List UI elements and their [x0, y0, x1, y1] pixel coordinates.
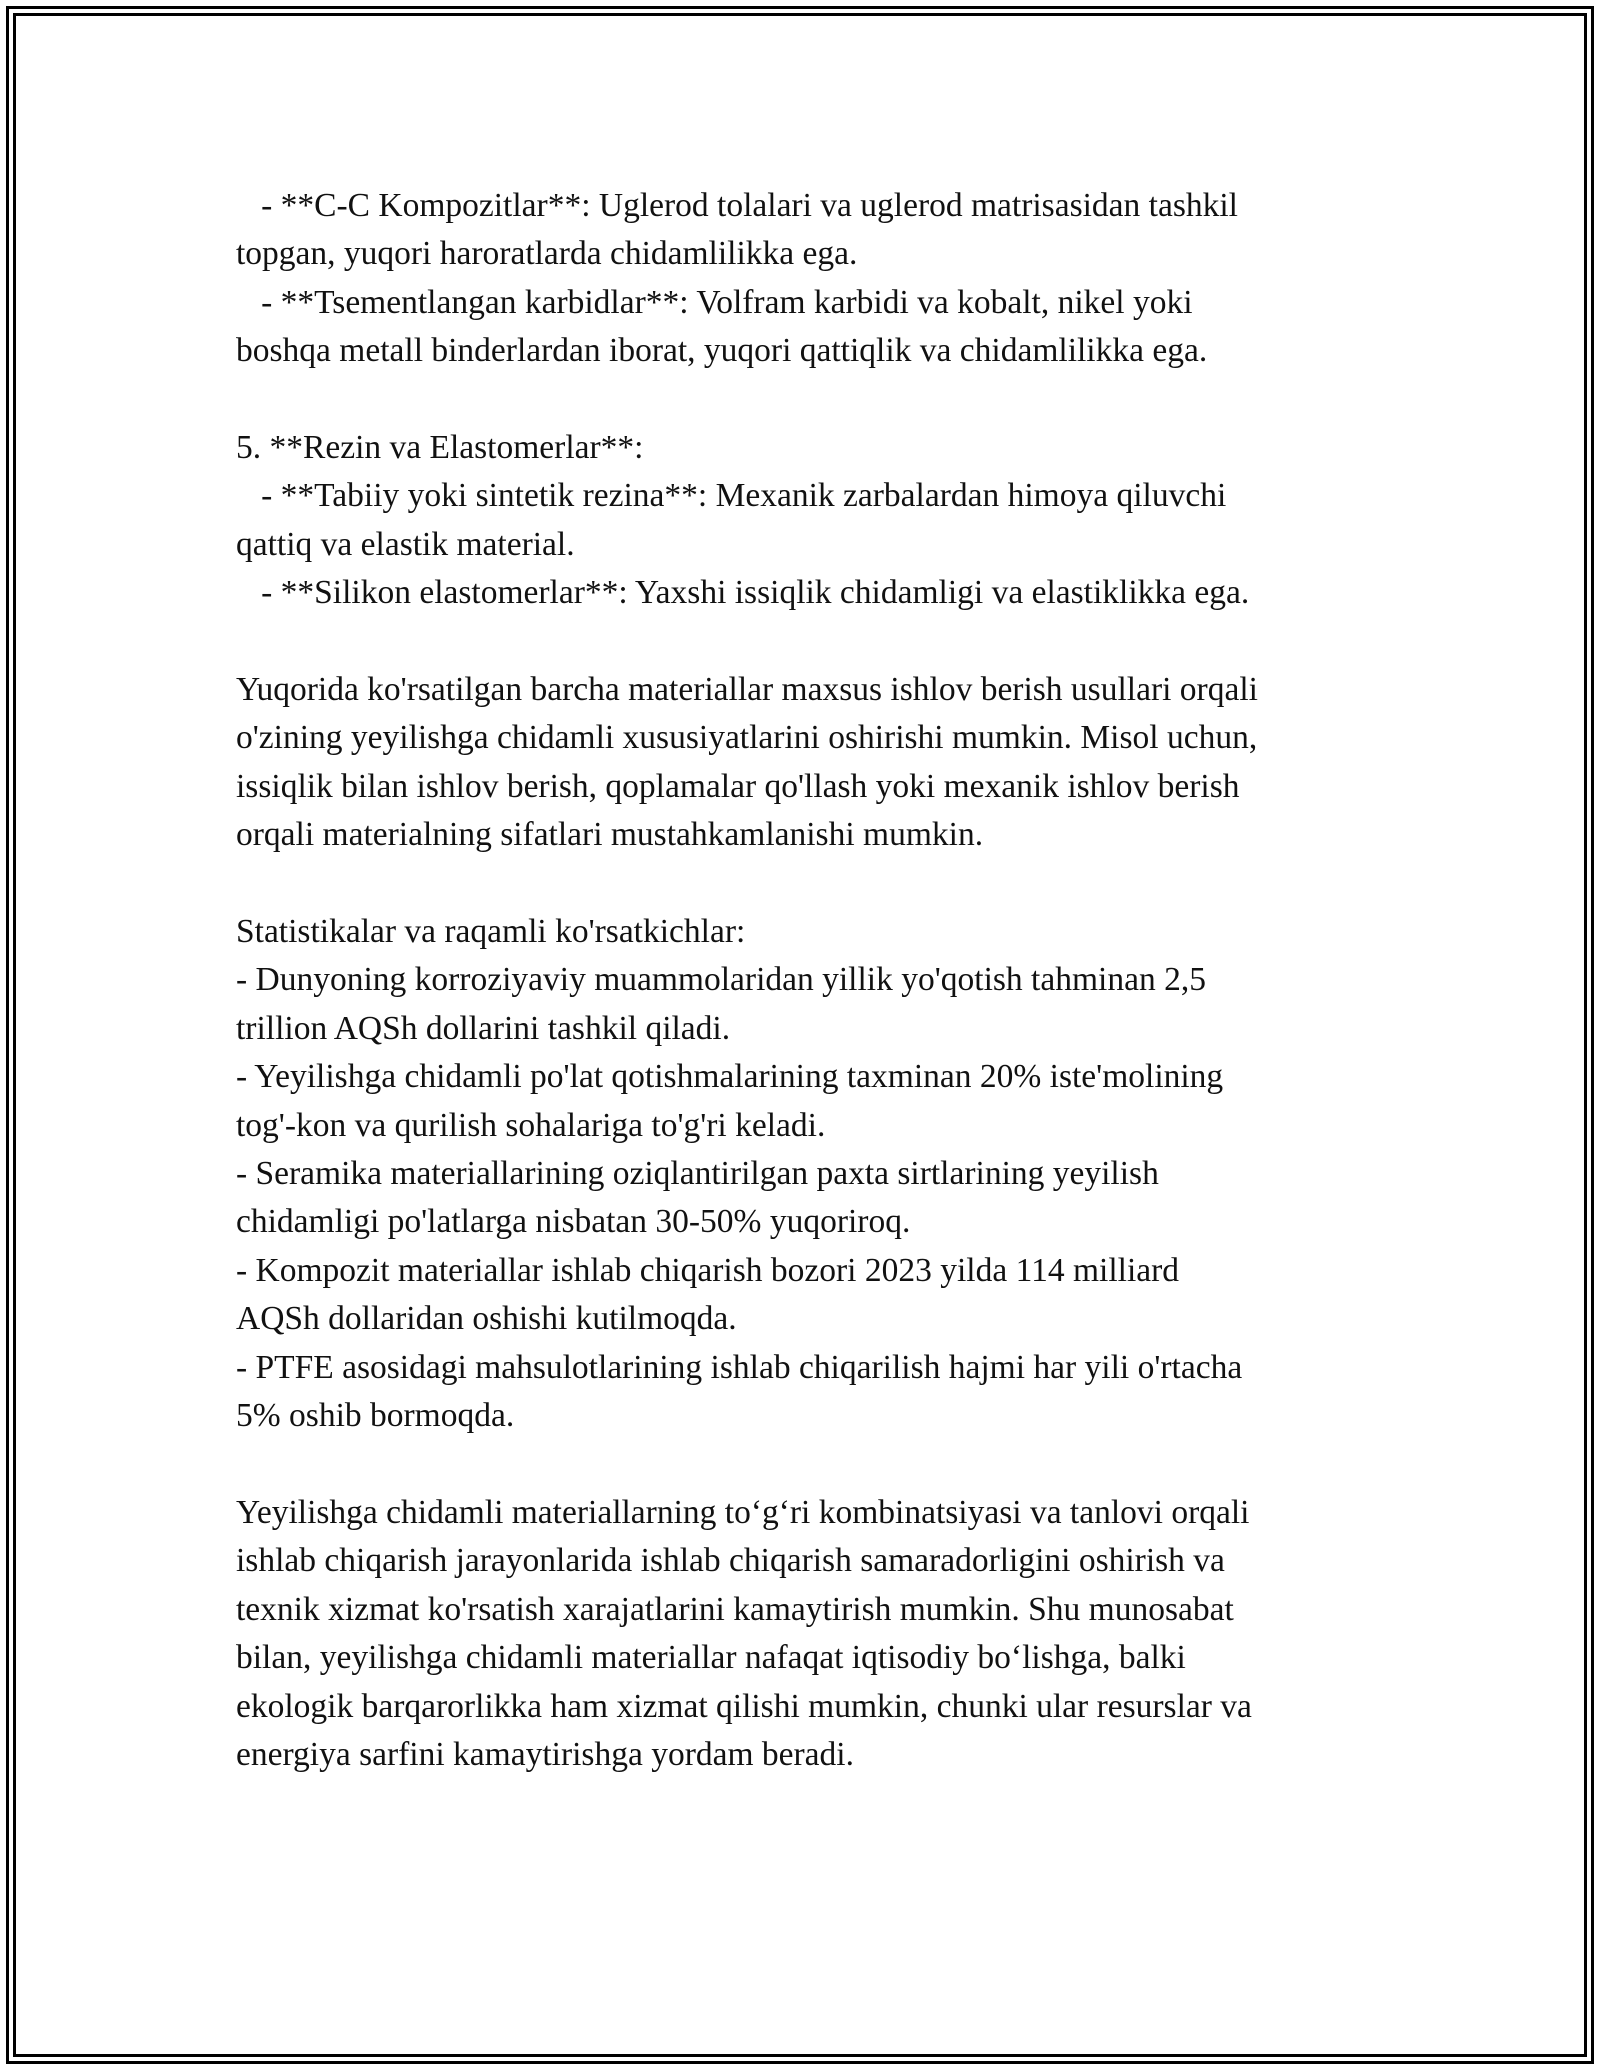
text-line: boshqa metall binderlardan iborat, yuqori qattiqlik va chidamlilikka ega.: [236, 332, 1208, 370]
paragraph-treatment: [236, 666, 1396, 860]
document-body: [236, 182, 1396, 1828]
paragraph-conclusion: [236, 1489, 1396, 1779]
text-line: chidamligi po'latlarga nisbatan 30-50% yuqoriroq.: [236, 1203, 911, 1241]
text-line: ishlab chiqarish jarayonlarida ishlab chiqarish samaradorligini oshirish va: [236, 1542, 1225, 1580]
text-line: tog'-kon va qurilish sohalariga to'g'ri keladi.: [236, 1106, 826, 1144]
text-line: - Kompozit materiallar ishlab chiqarish bozori 2023 yilda 114 milliard: [236, 1251, 1180, 1289]
text-line: topgan, yuqori haroratlarda chidamlilikka ega.: [236, 235, 858, 273]
text-line: texnik xizmat ko'rsatish xarajatlarini kamaytirish mumkin. Shu munosabat: [236, 1590, 1234, 1628]
text-line: - **Tsementlangan karbidlar**: Volfram karbidi va kobalt, nikel yoki: [236, 283, 1193, 321]
text-line: ekologik barqarorlikka ham xizmat qilishi mumkin, chunki ular resurslar va: [236, 1687, 1252, 1725]
text-line: - **Silikon elastomerlar**: Yaxshi issiqlik chidamligi va elastiklikka ega.: [236, 574, 1250, 612]
text-line: AQSh dollaridan oshishi kutilmoqda.: [236, 1300, 737, 1338]
text-line: bilan, yeyilishga chidamli materiallar nafaqat iqtisodiy bo‘lishga, balki: [236, 1639, 1186, 1677]
text-line: Yuqorida ko'rsatilgan barcha materiallar maxsus ishlov berish usullari orqali: [236, 671, 1258, 709]
text-line: 5. **Rezin va Elastomerlar**:: [236, 429, 644, 467]
text-line: o'zining yeyilishga chidamli xususiyatlarini oshirishi mumkin. Misol uchun,: [236, 719, 1258, 757]
text-line: Statistikalar va raqamli ko'rsatkichlar:: [236, 913, 746, 951]
paragraph-statistics: [236, 908, 1396, 1440]
text-line: - **C-C Kompozitlar**: Uglerod tolalari va uglerod matrisasidan tashkil: [236, 187, 1238, 224]
text-line: - Yeyilishga chidamli po'lat qotishmalarining taxminan 20% iste'molining: [236, 1058, 1224, 1096]
text-line: 5% oshib bormoqda.: [236, 1397, 515, 1435]
text-line: trillion AQSh dollarini tashkil qiladi.: [236, 1009, 731, 1047]
paragraph-composites: [236, 182, 1396, 376]
text-line: Yeyilishga chidamli materiallarning to‘g‘ri kombinatsiyasi va tanlovi orqali: [236, 1493, 1250, 1531]
text-line: issiqlik bilan ishlov berish, qoplamalar qo'llash yoki mexanik ishlov berish: [236, 767, 1240, 805]
text-line: - **Tabiiy yoki sintetik rezina**: Mexanik zarbalardan himoya qiluvchi: [236, 477, 1227, 515]
text-line: - Seramika materiallarining oziqlantirilgan paxta sirtlarining yeyilish: [236, 1155, 1159, 1193]
text-line: energiya sarfini kamaytirishga yordam beradi.: [236, 1735, 854, 1773]
text-line: - PTFE asosidagi mahsulotlarining ishlab chiqarilish hajmi har yili o'rtacha: [236, 1348, 1243, 1386]
text-line: qattiq va elastik material.: [236, 525, 575, 563]
text-line: orqali materialning sifatlari mustahkamlanishi mumkin.: [236, 816, 984, 854]
paragraph-rubber-elastomers: [236, 424, 1396, 618]
text-line: - Dunyoning korroziyaviy muammolaridan yillik yo'qotish tahminan 2,5: [236, 961, 1206, 999]
